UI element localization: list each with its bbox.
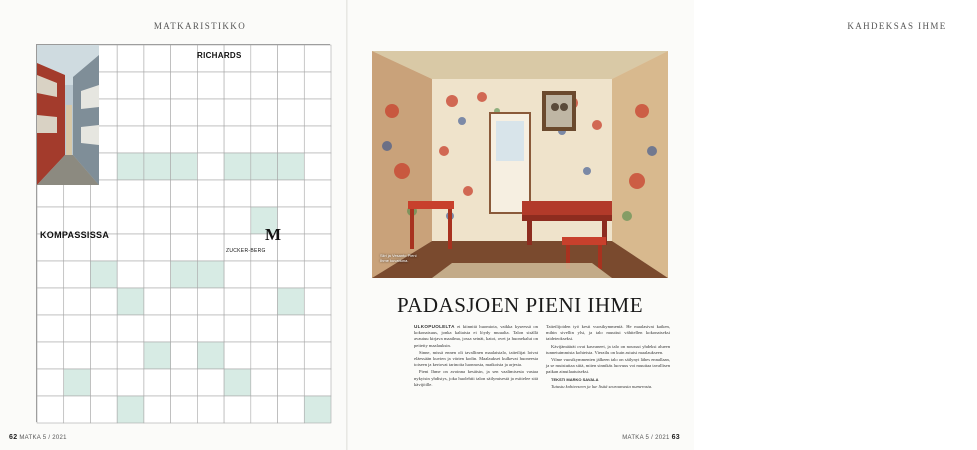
crossword-cell <box>144 207 171 234</box>
crossword-cell <box>171 315 198 342</box>
crossword-cell <box>224 396 251 423</box>
crossword-cell <box>197 153 224 180</box>
crossword-cell <box>37 315 64 342</box>
folio-text-left: MATKA 5 / 2021 <box>19 435 67 441</box>
crossword-cell <box>37 369 64 396</box>
crossword-cell <box>304 45 331 72</box>
crossword-cell <box>224 207 251 234</box>
crossword-cell <box>304 396 331 423</box>
crossword-cell <box>197 288 224 315</box>
crossword-cell <box>144 342 171 369</box>
crossword-cell <box>197 315 224 342</box>
crossword-cell <box>64 261 91 288</box>
crossword-cell <box>278 207 305 234</box>
crossword-cell <box>171 261 198 288</box>
crossword-cell <box>117 126 144 153</box>
crossword-cell <box>304 207 331 234</box>
section-header-right: KAHDEKSAS IHME <box>847 21 947 31</box>
crossword-cell <box>171 342 198 369</box>
crossword-cell <box>224 126 251 153</box>
crossword-cell <box>117 369 144 396</box>
crossword-cell <box>251 153 278 180</box>
crossword-cell <box>224 261 251 288</box>
crossword-cell <box>197 99 224 126</box>
crossword-cell <box>37 288 64 315</box>
crossword-cell <box>304 126 331 153</box>
crossword-cell <box>144 153 171 180</box>
article-paragraph: Vilme vuosikymmenten jälkeen talo on säilynyt lähes ennallaan, ja se muistuttaa siitä, miten sinnikäs luovuus voi muuttaa tavallisen paikan ainutlaatuiseksi. <box>546 357 670 375</box>
crossword-cell <box>224 72 251 99</box>
crossword-cell <box>117 180 144 207</box>
crossword-cell <box>117 72 144 99</box>
crossword-cell <box>171 288 198 315</box>
crossword-cell <box>197 126 224 153</box>
crossword-cell <box>251 72 278 99</box>
crossword-cell <box>224 369 251 396</box>
crossword-cell <box>171 234 198 261</box>
article-lead-word: ULKOPUOLELTA <box>414 324 455 329</box>
article-column-b <box>546 324 670 391</box>
crossword-cell <box>171 396 198 423</box>
crossword-cell <box>251 315 278 342</box>
section-header-left: MATKARISTIKKO <box>153 21 247 31</box>
crossword-cell <box>251 369 278 396</box>
crossword-cell <box>224 342 251 369</box>
crossword-cell <box>197 72 224 99</box>
crossword-cell <box>278 261 305 288</box>
crossword-cell <box>37 396 64 423</box>
crossword-cell <box>64 288 91 315</box>
crossword-cell <box>117 45 144 72</box>
crossword-cell <box>144 234 171 261</box>
crossword-cell <box>278 180 305 207</box>
crossword-cell <box>224 99 251 126</box>
article-paragraph: Pieni Ihme on avoinna kesäisin, ja sen vaalimisesta vastaa nykyisin yhdistys, joka huolehtii talon säilymisestä ja esittelee sitä kävijöille. <box>414 369 538 387</box>
crossword-word-zuckerberg: ZUCKER-BERG <box>226 248 266 254</box>
crossword-cell <box>90 369 117 396</box>
crossword-cell <box>171 180 198 207</box>
crossword-cell <box>224 288 251 315</box>
crossword-cell <box>197 261 224 288</box>
crossword-cell <box>90 261 117 288</box>
folio-left <box>9 434 67 441</box>
crossword-cell <box>37 261 64 288</box>
crossword-cell <box>117 288 144 315</box>
crossword-word-richards: RICHARDS <box>197 51 242 60</box>
crossword-cell <box>144 45 171 72</box>
crossword-cell <box>90 288 117 315</box>
crossword-cell <box>197 180 224 207</box>
crossword-cell <box>197 369 224 396</box>
crossword-cell <box>117 261 144 288</box>
crossword-cell <box>224 315 251 342</box>
crossword-cell <box>171 207 198 234</box>
crossword-word-m: M <box>265 225 282 244</box>
folio-right <box>622 434 680 441</box>
crossword-cell <box>304 369 331 396</box>
crossword-cell <box>144 369 171 396</box>
crossword-cell <box>251 180 278 207</box>
crossword-cell <box>251 126 278 153</box>
crossword-cell <box>117 342 144 369</box>
crossword-cell <box>304 315 331 342</box>
photo-caption: Siiri ja Vesanto Pieni Ihme kuvattuna. <box>380 253 417 263</box>
article-paragraph: Kävijämäärät ovat kasvaneet, ja talo on noussut yhdeksi alueen tunnetuimmista kohteista. Vierailu on kuin astuisi maalaukseen. <box>546 343 670 355</box>
author-label: TEKSTI <box>551 376 566 382</box>
crossword-cell <box>64 369 91 396</box>
crossword-cell <box>197 207 224 234</box>
crossword <box>36 44 330 422</box>
crossword-cell <box>197 234 224 261</box>
crossword-cell <box>304 234 331 261</box>
article-column-a <box>414 324 538 389</box>
crossword-cell <box>117 153 144 180</box>
crossword-cell <box>117 234 144 261</box>
crossword-cell <box>278 72 305 99</box>
crossword-cell <box>304 261 331 288</box>
page-number-left: 62 <box>9 434 18 441</box>
crossword-cell <box>278 342 305 369</box>
article-photo-painted-room <box>372 51 668 278</box>
crossword-cell <box>171 126 198 153</box>
author-name: MARKO SAVALA <box>566 376 599 382</box>
crossword-cell <box>278 288 305 315</box>
crossword-cell <box>224 153 251 180</box>
crossword-cell <box>278 99 305 126</box>
crossword-photo-street <box>37 45 99 185</box>
crossword-cell <box>197 342 224 369</box>
crossword-cell <box>64 342 91 369</box>
crossword-cell <box>304 288 331 315</box>
crossword-cell <box>278 396 305 423</box>
crossword-cell <box>304 153 331 180</box>
crossword-cell <box>224 180 251 207</box>
crossword-cell <box>278 315 305 342</box>
article-title: PADASJOEN PIENI IHME <box>396 293 644 317</box>
crossword-cell <box>144 315 171 342</box>
crossword-cell <box>144 99 171 126</box>
article-body <box>414 324 670 428</box>
crossword-cell <box>304 180 331 207</box>
article-paragraph: Sinne, missä ennen oli tavallinen maalaistalo, taiteilijat loivat eläessään kuvien ja värien kodin. Maalaukset kulkevat huoneesta toiseen ja kertovat tarinoita luonnosta, matkoista ja arjesta. <box>414 349 538 368</box>
article-paragraph <box>414 324 538 349</box>
crossword-cell <box>278 234 305 261</box>
crossword-cell <box>171 99 198 126</box>
crossword-cell <box>171 153 198 180</box>
crossword-cell <box>251 396 278 423</box>
crossword-cell <box>278 369 305 396</box>
crossword-cell <box>304 342 331 369</box>
article-author-line <box>546 377 670 383</box>
left-page <box>0 0 347 450</box>
crossword-cell <box>251 288 278 315</box>
crossword-cell <box>278 45 305 72</box>
crossword-cell <box>278 126 305 153</box>
crossword-cell <box>144 126 171 153</box>
article-tagline: Tutustu kohteeseen ja lue lisää seuraavasta numerosta. <box>551 383 653 389</box>
crossword-cell <box>278 153 305 180</box>
crossword-word-kompassissa: KOMPASSISSA <box>40 230 110 240</box>
crossword-cell <box>304 72 331 99</box>
crossword-cell <box>37 342 64 369</box>
crossword-cell <box>64 396 91 423</box>
crossword-cell <box>197 396 224 423</box>
page-number-right: 63 <box>671 434 680 441</box>
article-paragraph: Taiteilijoiden työ kesti vuosikymmeniä. He maalasivat kaiken, mihin sivellin ylsi, ja talo muuttui vähitellen kokonaiseksi taideteokseksi. <box>546 324 670 342</box>
crossword-cell <box>90 396 117 423</box>
crossword-cell <box>64 315 91 342</box>
crossword-cell <box>251 99 278 126</box>
crossword-cell <box>144 396 171 423</box>
crossword-cell <box>117 207 144 234</box>
crossword-cell <box>144 288 171 315</box>
crossword-cell <box>171 369 198 396</box>
crossword-cell <box>117 99 144 126</box>
crossword-cell <box>251 342 278 369</box>
crossword-cell <box>90 315 117 342</box>
crossword-cell <box>144 180 171 207</box>
article-text: ei kiinnitä huomiota, vaikka kyseessä on kokonaisuus, jonka kaltaista ei löydy muualta. Talon sisällä avautuu kirjava maailma, jossa seinät, katot, ovet ja huonekalut on peitetty maalauksin. <box>414 324 538 348</box>
folio-text-right: MATKA 5 / 2021 <box>622 435 670 441</box>
crossword-cell <box>251 45 278 72</box>
crossword-cell <box>117 315 144 342</box>
crossword-cell <box>144 261 171 288</box>
crossword-cell <box>251 261 278 288</box>
crossword-cell <box>171 45 198 72</box>
crossword-cell <box>144 72 171 99</box>
crossword-cell <box>171 72 198 99</box>
crossword-cell <box>304 99 331 126</box>
crossword-cell <box>117 396 144 423</box>
crossword-cell <box>90 342 117 369</box>
